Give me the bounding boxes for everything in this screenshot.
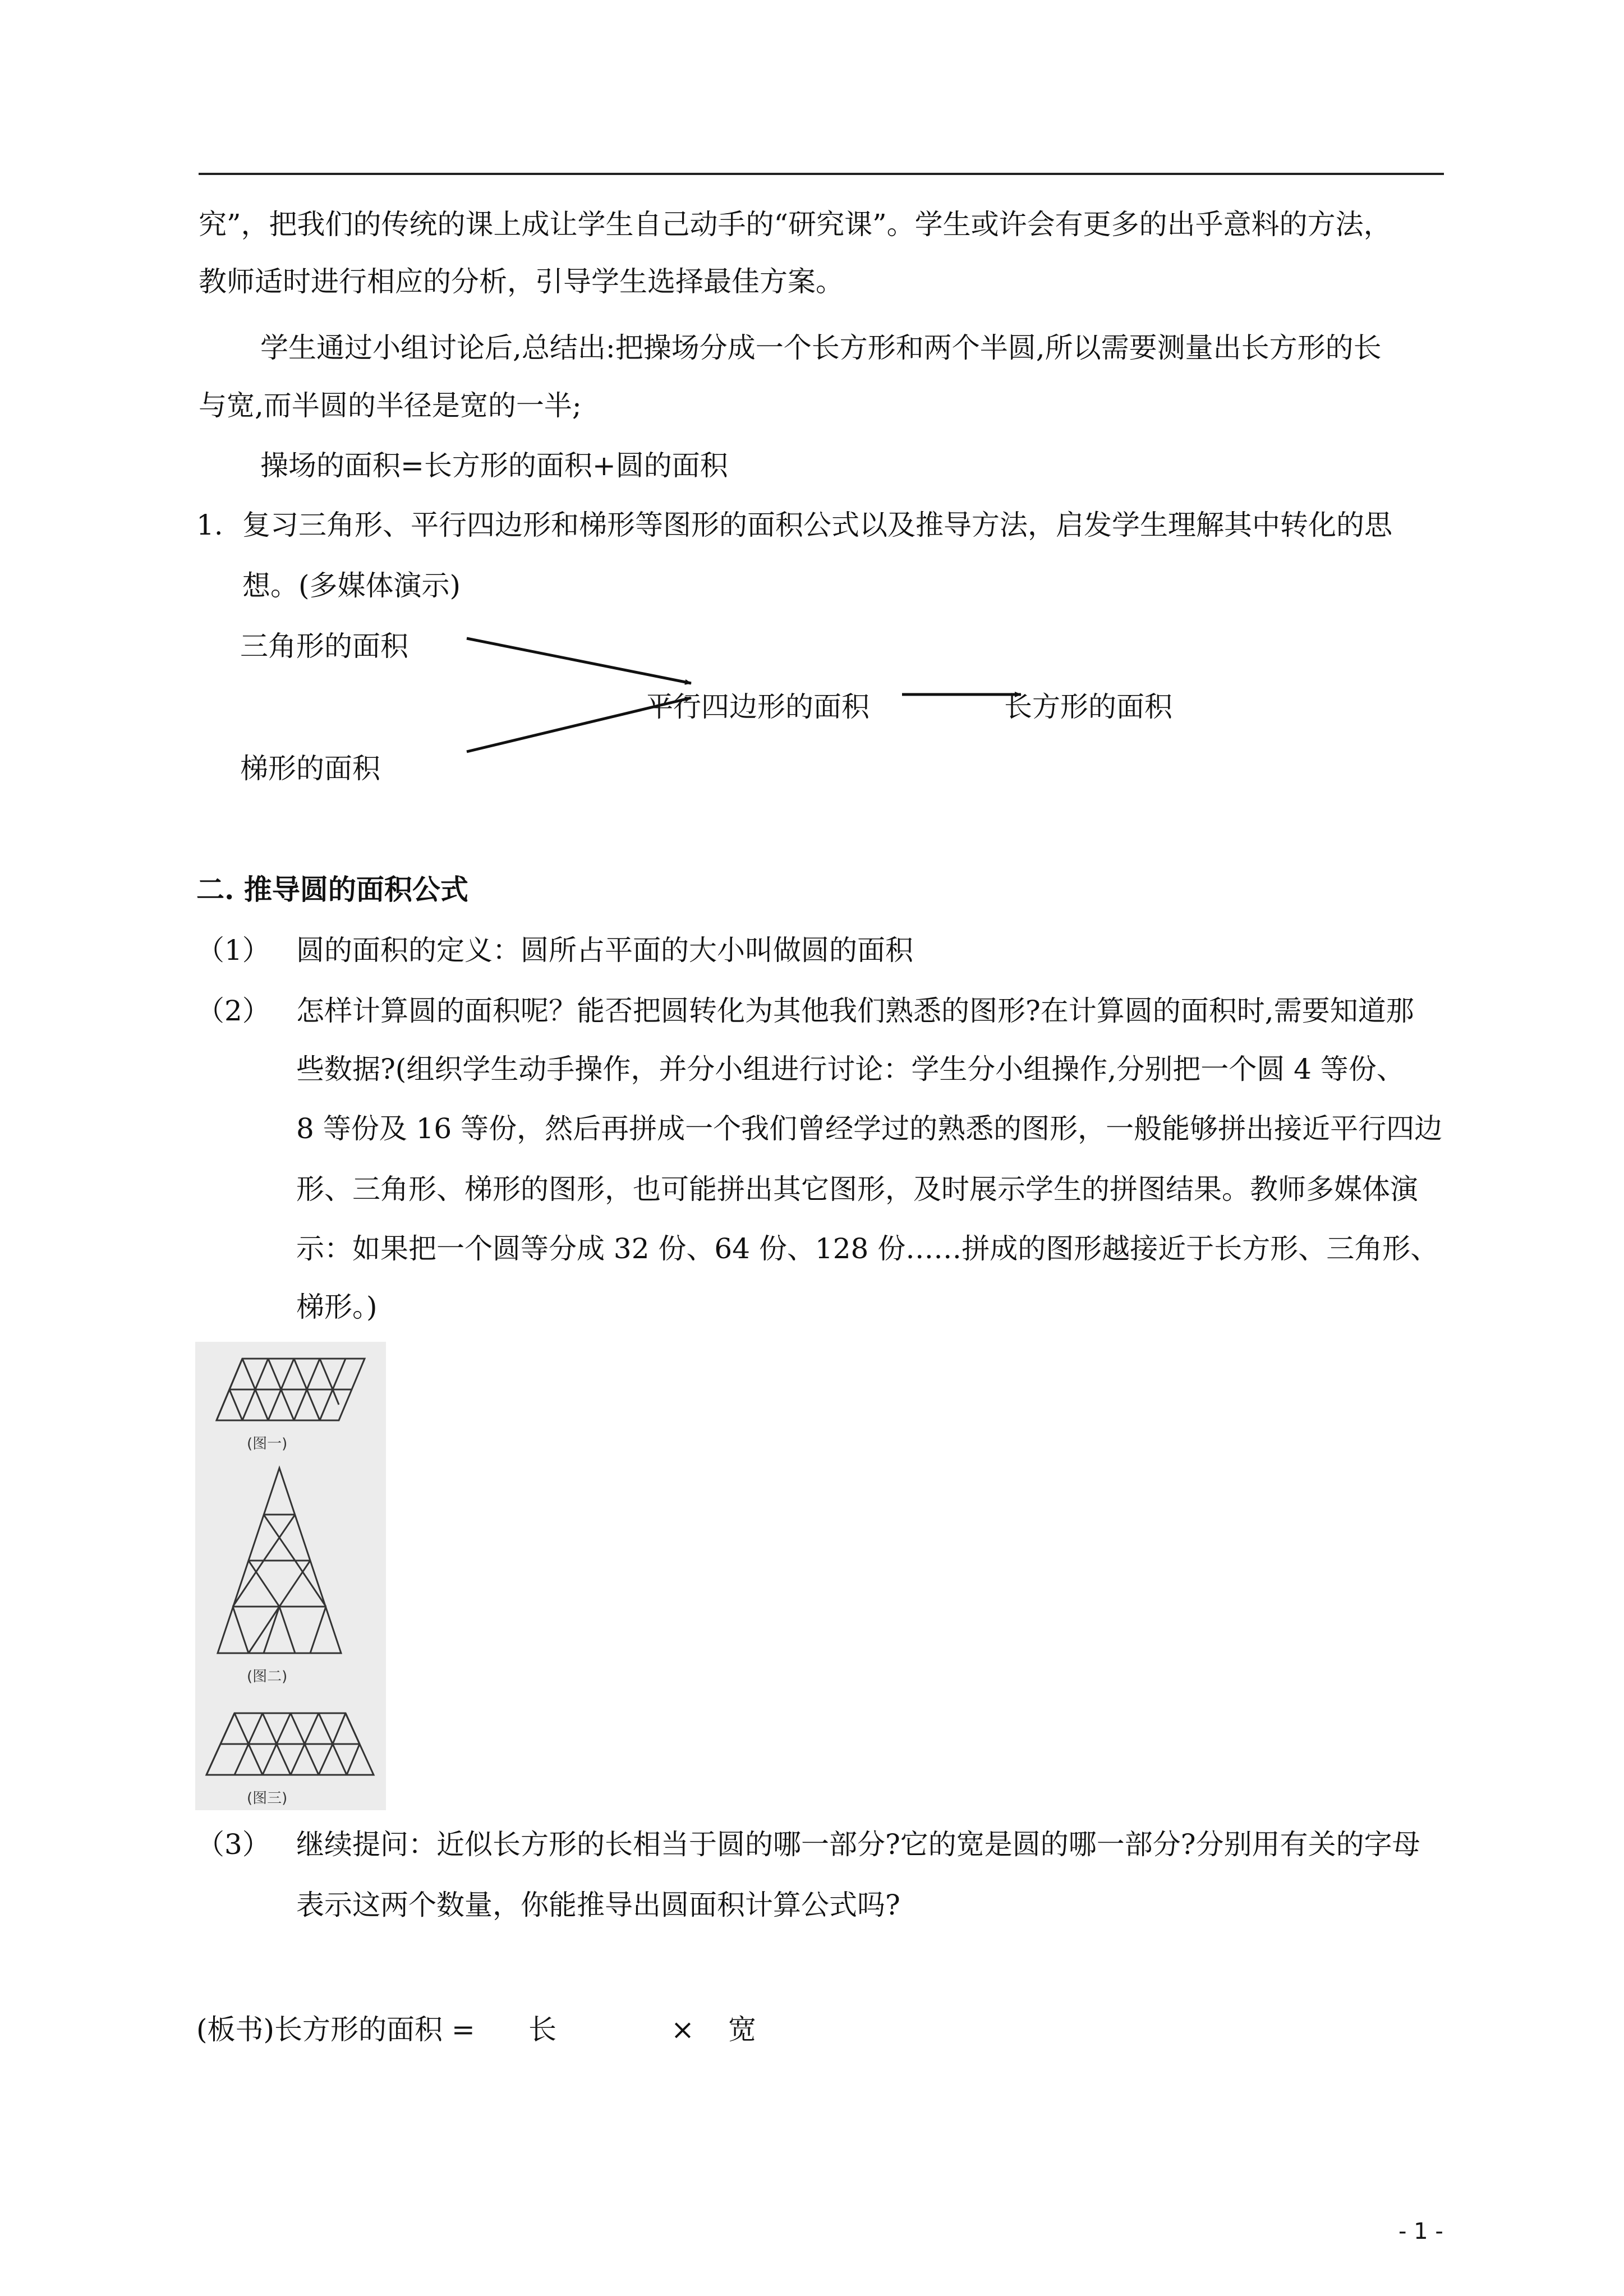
figure-3-caption: (图三) [247, 1790, 288, 1807]
board-prefix: (板书)长方形的面积 = [196, 2013, 475, 2046]
page-number: - 1 - [1398, 2219, 1443, 2244]
triangle-area-label: 三角形的面积 [240, 630, 408, 662]
board-width: 宽 [728, 2013, 756, 2046]
list-item-text: 复习三角形、平行四边形和梯形等图形的面积公式以及推导方法，启发学生理解其中转化的思 [242, 509, 1392, 541]
paragraph-line: 教师适时进行相应的分析，引导学生选择最佳方案。 [199, 265, 844, 298]
sub-text: 梯形。) [296, 1291, 378, 1323]
trapezoid-area-label: 梯形的面积 [240, 752, 380, 785]
board-times: × [671, 2013, 694, 2046]
figure-parallelogram [217, 1359, 365, 1420]
conversion-arrows [0, 0, 1624, 841]
sub-text: 8 等份及 16 等份，然后再拼成一个我们曾经学过的熟悉的图形，一般能够拼出接近平行四边 [296, 1112, 1443, 1145]
sub-number: （2） [196, 995, 270, 1027]
sub-number: （1） [196, 934, 270, 967]
section-heading: 二. 推导圆的面积公式 [196, 873, 468, 906]
figure-1-caption: (图一) [247, 1435, 288, 1452]
sub-text: 继续提问：近似长方形的长相当于圆的哪一部分?它的宽是圆的哪一部分?分别用有关的字母 [296, 1828, 1420, 1861]
list-item-text: 想。(多媒体演示) [242, 569, 461, 602]
board-length: 长 [528, 2013, 556, 2046]
arrow-trapezoid-to-parallelogram [467, 698, 691, 752]
parallelogram-area-label: 平行四边形的面积 [645, 691, 869, 723]
rectangle-area-label: 长方形的面积 [1004, 691, 1172, 723]
sub-text: 些数据?(组织学生动手操作，并分小组进行讨论：学生分小组操作,分别把一个圆 4 等份、 [296, 1053, 1405, 1085]
figure-2-caption: (图二) [247, 1668, 288, 1685]
paragraph-line: 学生通过小组讨论后,总结出:把操场分成一个长方形和两个半圆,所以需要测量出长方形的长 [260, 332, 1382, 364]
sub-text: 表示这两个数量，你能推导出圆面积计算公式吗? [296, 1889, 900, 1921]
sub-text: 怎样计算圆的面积呢？能否把圆转化为其他我们熟悉的图形?在计算圆的面积时,需要知道那 [296, 995, 1414, 1027]
paragraph-line: 究”，把我们的传统的课上成让学生自己动手的“研究课”。学生或许会有更多的出乎意料的方法， [199, 208, 1392, 241]
sub-text: 圆的面积的定义：圆所占平面的大小叫做圆的面积 [296, 934, 913, 967]
list-number: 1. [196, 509, 223, 541]
paragraph-line: 与宽,而半圆的半径是宽的一半; [199, 389, 582, 422]
sub-text: 示：如果把一个圆等分成 32 份、64 份、128 份……拼成的图形越接近于长方形、三角形、 [296, 1232, 1439, 1265]
formula-line: 操场的面积=长方形的面积+圆的面积 [260, 449, 728, 482]
sub-number: （3） [196, 1828, 270, 1861]
sub-text: 形、三角形、梯形的图形，也可能拼出其它图形，及时展示学生的拼图结果。教师多媒体演 [296, 1173, 1418, 1205]
tiling-figures [195, 1342, 386, 1810]
figure-trapezoid [206, 1713, 374, 1775]
arrow-triangle-to-parallelogram [467, 638, 691, 683]
figure-triangle [218, 1468, 341, 1653]
